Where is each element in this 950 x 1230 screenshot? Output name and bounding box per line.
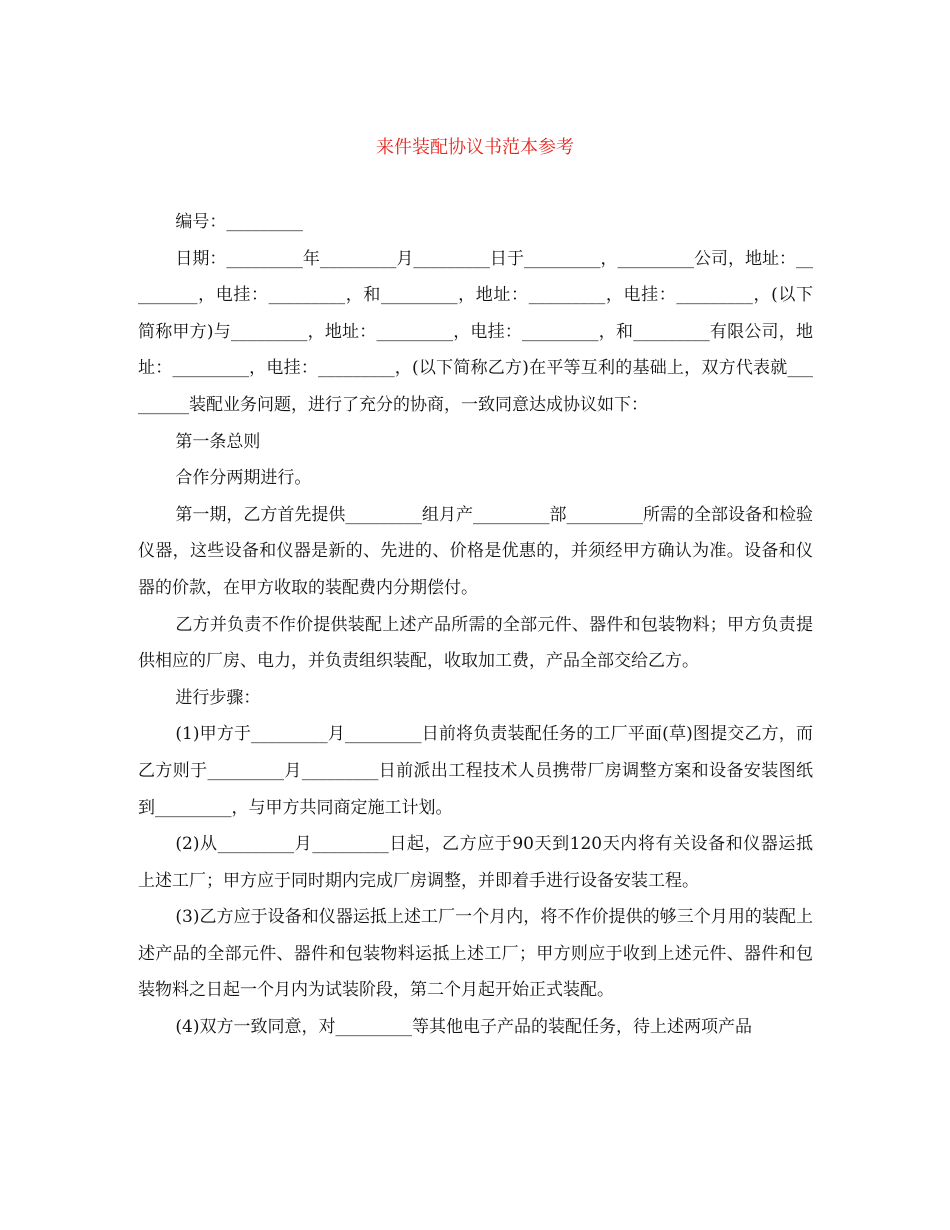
paragraph-step-1: (1)甲方于_________月_________日前将负责装配任务的工厂平面(草)图提交乙方，而乙方则于_________月_________日前派出工程技术人员携带厂房调整方案和设备安装图纸到_________，与甲方共同商定施工计划。	[138, 724, 813, 818]
paragraph-step-3: (3)乙方应于设备和仪器运抵上述工厂一个月内，将不作价提供的够三个月用的装配上述产品的全部元件、器件和包装物料运抵上述工厂；甲方则应于收到上述元件、器件和包装物料之日起一个月内为试装阶段，第二个月起开始正式装配。	[138, 907, 813, 1001]
paragraph-steps-heading: 进行步骤：	[175, 687, 261, 708]
document-body	[138, 204, 813, 1046]
paragraph-parties: 日期：_________年_________月_________日于_________，_________公司，地址：_________，电挂：_________，和_________，地址：_________，电挂：_________，(以下简称甲方)与_________，地址：_________，电挂：_________，和_________有限公司，地址：_________，电挂：_________，(以下简称乙方)在平等互利的基础上，双方代表就_________装配业务问题，进行了充分的协商，一致同意达成协议如下：	[138, 248, 813, 415]
paragraph-step-2: (2)从_________月_________日起，乙方应于90天到120天内将有关设备和仪器运抵上述工厂；甲方应于同时期内完成厂房调整，并即着手进行设备安装工程。	[138, 834, 813, 891]
paragraph-article-heading: 第一条总则	[175, 431, 261, 452]
paragraph-step-4: (4)双方一致同意，对_________等其他电子产品的装配任务，待上述两项产品	[175, 1017, 752, 1038]
paragraph-materials: 乙方并负责不作价提供装配上述产品所需的全部元件、器件和包装物料；甲方负责提供相应的厂房、电力，并负责组织装配，收取加工费，产品全部交给乙方。	[138, 614, 813, 672]
paragraph-phase-one: 第一期，乙方首先提供_________组月产_________部_________所需的全部设备和检验仪器，这些设备和仪器是新的、先进的、价格是优惠的，并须经甲方确认为准。设备和仪器的价款，在甲方收取的装配费内分期偿付。	[138, 504, 813, 598]
paragraph-two-phases: 合作分两期进行。	[175, 468, 312, 489]
document-title: 来件装配协议书范本参考	[376, 137, 574, 158]
paragraph-serial-number: 编号：_________	[175, 212, 303, 232]
